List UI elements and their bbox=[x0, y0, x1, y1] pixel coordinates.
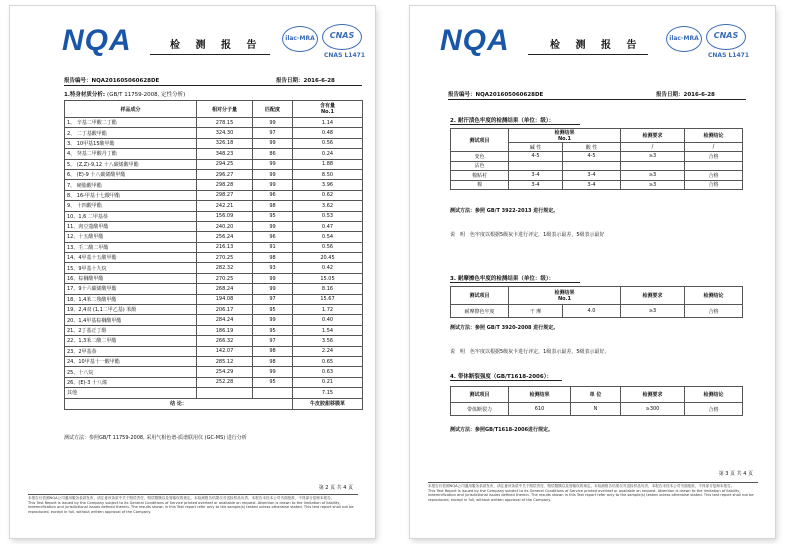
cell-match: 99 bbox=[253, 221, 293, 231]
sweat-fastness-table bbox=[450, 128, 743, 190]
cell-molecular-weight: 186.19 bbox=[197, 325, 253, 335]
cell-match: 95 bbox=[253, 211, 293, 221]
meta-underline bbox=[448, 99, 746, 100]
cell-component: 11、肉豆蔻酸甲酯 bbox=[65, 221, 197, 231]
section-1-title: 1.特身材质分析: (GB/T 11759-2008, 定性分析) bbox=[64, 92, 186, 98]
cell-match: 97 bbox=[253, 336, 293, 346]
cell-component: 16、棕榈酸甲酯 bbox=[65, 273, 197, 283]
cell-match: 95 bbox=[253, 377, 293, 387]
cell-component: 3、 10甲基15酸甲酯 bbox=[65, 138, 197, 148]
cell-content: 0.48 bbox=[293, 128, 363, 138]
test-method: 测试方法：参照GB/T 11759-2008, 采用气相色谱-质谱联用仪 (GC-MS) 进行分析 bbox=[64, 435, 247, 441]
sub-req-slash: / bbox=[621, 143, 685, 152]
cell-component: 19、2,4双 (1,1二甲乙基) 苯酚 bbox=[65, 305, 197, 315]
col-header-molecular-weight: 相对分子量 bbox=[197, 101, 253, 118]
cell-component: 18、1,4苯二羧酸甲酯 bbox=[65, 294, 197, 304]
table-row bbox=[65, 294, 363, 304]
cell-component: 21、2丁基正丁醇 bbox=[65, 325, 197, 335]
footer-text bbox=[428, 484, 758, 502]
cell-component: 7、 硬脂酸甲酯 bbox=[65, 180, 197, 190]
cell-conclusion: 合格 bbox=[685, 180, 743, 190]
col-header-unit: 单 位 bbox=[571, 387, 621, 403]
cell-component: 1、 辛基二甲酸二丁酯 bbox=[65, 118, 197, 128]
page-number: 第 2 页 共 4 页 bbox=[318, 485, 353, 491]
footer-en: This Test Report is issued by the Company subject to its General Conditions of Service printed overleaf or available on request. Attention is drawn to the limitation of liability, indemnification and jurisdictional issues defined therein. The results shown in this Test report refer only to the sample(s) tested unless otherwise stated. This test report shall not be reproduced, except in full, without written approval of the Company. bbox=[428, 488, 754, 502]
table-row bbox=[65, 128, 363, 138]
col-header-result: 检测结果 bbox=[509, 387, 571, 403]
cell-unit: N bbox=[571, 403, 621, 416]
cell-content: 0.53 bbox=[293, 211, 363, 221]
cell-component: 15、9甲基十九烷 bbox=[65, 263, 197, 273]
cell-component: 2、 二丁基酸甲酯 bbox=[65, 128, 197, 138]
col-header-requirement: 检测要求 bbox=[621, 387, 685, 403]
cnas-seal: CNAS bbox=[322, 24, 362, 50]
cell-molecular-weight: 298.28 bbox=[197, 180, 253, 190]
cell-component: 17、9十六碳烯酸甲酯 bbox=[65, 284, 197, 294]
cell-component: 其他 bbox=[65, 388, 197, 398]
cell-content: 0.42 bbox=[293, 263, 363, 273]
col-header-item: 测试项目 bbox=[451, 129, 509, 152]
report-no: 报告编号：NQA201605060628DE bbox=[64, 78, 160, 84]
table-row bbox=[65, 263, 363, 273]
cell-component: 9、 十四酸甲酯 bbox=[65, 201, 197, 211]
table-row bbox=[65, 356, 363, 366]
cell-content: 1.88 bbox=[293, 159, 363, 169]
cell-component: 8、 16-甲基十七酸甲酯 bbox=[65, 190, 197, 200]
cell-content: 0.21 bbox=[293, 377, 363, 387]
cell-molecular-weight: 348.23 bbox=[197, 149, 253, 159]
cnas-seal: CNAS bbox=[706, 24, 746, 50]
col-header-item: 测试项目 bbox=[451, 387, 509, 403]
cell-molecular-weight: 216.13 bbox=[197, 242, 253, 252]
cell-alkaline: 4-5 bbox=[509, 152, 563, 162]
title-underline bbox=[528, 54, 648, 55]
section-2-note: 说 明 色牢度以根据5级灰卡进行评定，1级表示最差，5级表示最好 bbox=[450, 232, 605, 238]
cell-content: 3.96 bbox=[293, 180, 363, 190]
footer-zh: 本报告仅依照NQA公司通用服务条款发布，请注意该条款中关于赔偿责任、赔偿限额以及管辖权的规定。本检测报告结果仅对送检样品负责，本报告未经本公司书面批准，不得部分复制本报告。 bbox=[28, 496, 335, 500]
col-header-result: 检测结果 No.1 bbox=[509, 287, 621, 305]
conclusion-value: 牛皮胶甜移膜革 bbox=[293, 398, 363, 409]
cell-conclusion: 合格 bbox=[685, 152, 743, 162]
cell-molecular-weight: 298.27 bbox=[197, 190, 253, 200]
cell-molecular-weight: 242.21 bbox=[197, 201, 253, 211]
conclusion-label: 结 论： bbox=[65, 398, 293, 409]
cell-match: 93 bbox=[253, 263, 293, 273]
table-row bbox=[65, 138, 363, 148]
cell-component: 26、(E)-3 十八烯 bbox=[65, 377, 197, 387]
rubbing-fastness-table bbox=[450, 286, 743, 318]
report-date: 报告日期：2016-6-28 bbox=[276, 78, 335, 84]
table-row bbox=[451, 161, 743, 171]
cell-match: 96 bbox=[253, 190, 293, 200]
cell-component: 24、10甲基十一酸甲酯 bbox=[65, 356, 197, 366]
table-row bbox=[451, 152, 743, 162]
cell-molecular-weight: 256.24 bbox=[197, 232, 253, 242]
report-no: 报告编号：NQA201605060628DE bbox=[448, 92, 544, 98]
cell-acid: 3-4 bbox=[563, 171, 621, 181]
footer-divider bbox=[28, 494, 358, 495]
report-title: 检 测 报 告 bbox=[170, 40, 263, 51]
footer-en: This Test Report is issued by the Company subject to its General Conditions of Service printed overleaf or available on request. Attention is drawn to the limitation of liability, indemnification and jurisdictional issues defined therein. The results shown in this Test report refer only to the sample(s) tested unless otherwise stated. This test report shall not be reproduced, except in full, without written approval of the Company. bbox=[28, 500, 354, 514]
table-row bbox=[65, 169, 363, 179]
table-row bbox=[65, 211, 363, 221]
section-2-underline bbox=[450, 124, 580, 125]
col-header-content: 含有量 No.1 bbox=[293, 101, 363, 118]
cell-component: 13、壬二酸二甲酯 bbox=[65, 242, 197, 252]
cell-match: 99 bbox=[253, 118, 293, 128]
cell-match: 99 bbox=[253, 159, 293, 169]
cell-content: 1.54 bbox=[293, 325, 363, 335]
cell-item: 棉贴衬 bbox=[451, 171, 509, 181]
cell-item: 耐摩擦色牢度 bbox=[451, 305, 509, 318]
col-header-match: 匹配度 bbox=[253, 101, 293, 118]
section-4-title: 4. 带体断裂强度（GB/T1618-2006）： bbox=[450, 374, 552, 380]
section-3-note: 说 明 色牢度以根据5级灰卡进行评定，1级表示最差，5级表示最好。 bbox=[450, 349, 610, 355]
ilac-mra-seal: ilac-MRA bbox=[282, 26, 318, 52]
cell-requirement: ≥300 bbox=[621, 403, 685, 416]
col-header-conclusion: 检测结论 bbox=[685, 287, 743, 305]
cell-molecular-weight: 142.07 bbox=[197, 346, 253, 356]
page-number: 第 3 页 共 4 页 bbox=[718, 471, 753, 477]
table-row bbox=[65, 315, 363, 325]
cell-match bbox=[253, 388, 293, 398]
cell-item: 棉 bbox=[451, 180, 509, 190]
table-row bbox=[65, 159, 363, 169]
report-date: 报告日期：2016-6-28 bbox=[656, 92, 715, 98]
cell-molecular-weight: 270.25 bbox=[197, 273, 253, 283]
cell-molecular-weight: 206.17 bbox=[197, 305, 253, 315]
cell-component: 4、 癸基二甲酸丹丁酯 bbox=[65, 149, 197, 159]
cell-content: 15.67 bbox=[293, 294, 363, 304]
cell-content: 0.24 bbox=[293, 149, 363, 159]
cell-molecular-weight: 156.09 bbox=[197, 211, 253, 221]
cell-acid: 3-4 bbox=[563, 180, 621, 190]
col-header-requirement: 检测要求 bbox=[621, 287, 685, 305]
sub-con-slash: / bbox=[685, 143, 743, 152]
table-row bbox=[65, 305, 363, 315]
title-underline bbox=[150, 54, 270, 55]
table-row bbox=[65, 149, 363, 159]
cell-match: 98 bbox=[253, 201, 293, 211]
cell-molecular-weight: 294.25 bbox=[197, 159, 253, 169]
cell-content: 7.15 bbox=[293, 388, 363, 398]
table-row bbox=[65, 190, 363, 200]
cell-item: 沾色 bbox=[451, 161, 509, 171]
cell-requirement: ≥3 bbox=[621, 180, 685, 190]
cell-match: 97 bbox=[253, 128, 293, 138]
cell-acid bbox=[563, 161, 621, 171]
cell-content: 20.45 bbox=[293, 253, 363, 263]
cell-match: 96 bbox=[253, 232, 293, 242]
cell-requirement: ≥3 bbox=[621, 305, 685, 318]
cell-alkaline: 3-4 bbox=[509, 171, 563, 181]
cell-match: 98 bbox=[253, 253, 293, 263]
cell-content: 0.62 bbox=[293, 190, 363, 200]
cell-content: 0.63 bbox=[293, 367, 363, 377]
cell-content: 0.54 bbox=[293, 232, 363, 242]
table-row bbox=[65, 221, 363, 231]
cell-match: 95 bbox=[253, 305, 293, 315]
cell-component: 25、十八烷 bbox=[65, 367, 197, 377]
footer-zh: 本报告仅依照NQA公司通用服务条款发布，请注意该条款中关于赔偿责任、赔偿限额以及管辖权的规定。本检测报告结果仅对送检样品负责，本报告未经本公司书面批准，不得部分复制本报告。 bbox=[428, 484, 735, 488]
footer-text bbox=[28, 496, 358, 514]
table-row bbox=[451, 180, 743, 190]
cell-content: 15.05 bbox=[293, 273, 363, 283]
cell-component: 10、1,6 二甲基萘 bbox=[65, 211, 197, 221]
footer-divider bbox=[428, 482, 758, 483]
section-3-method: 测试方法：参照 GB/T 3920-2008 进行规定。 bbox=[450, 325, 559, 331]
report-page-2 bbox=[10, 6, 375, 538]
cell-molecular-weight: 324.30 bbox=[197, 128, 253, 138]
cell-conclusion: 合格 bbox=[685, 171, 743, 181]
cell-content: 1.72 bbox=[293, 305, 363, 315]
section-3-title: 3. 耐摩擦色牢度的检测结果（单位：级）： bbox=[450, 276, 555, 282]
section-3-underline bbox=[450, 282, 580, 283]
table-row bbox=[65, 180, 363, 190]
sub-alkaline: 碱 性 bbox=[509, 143, 563, 152]
cell-content: 0.65 bbox=[293, 356, 363, 366]
cell-match: 99 bbox=[253, 169, 293, 179]
cell-molecular-weight: 296.27 bbox=[197, 169, 253, 179]
cell-content: 2.24 bbox=[293, 346, 363, 356]
col-header-item: 测试项目 bbox=[451, 287, 509, 305]
cell-match: 97 bbox=[253, 294, 293, 304]
table-row bbox=[65, 232, 363, 242]
table-row bbox=[65, 325, 363, 335]
cell-match: 99 bbox=[253, 138, 293, 148]
table-row bbox=[451, 171, 743, 181]
cell-component: 22、1,3苯二酸二甲酯 bbox=[65, 336, 197, 346]
col-header-component: 样品成分 bbox=[65, 101, 197, 118]
section-2-method: 测试方法：参照 GB/T 3922-2013 进行规定。 bbox=[450, 208, 559, 214]
col-header-requirement: 检测要求 bbox=[621, 129, 685, 143]
cell-molecular-weight: 282.32 bbox=[197, 263, 253, 273]
composition-table bbox=[64, 100, 363, 410]
cell-conclusion bbox=[685, 161, 743, 171]
ilac-mra-seal: ilac-MRA bbox=[666, 26, 702, 52]
cell-component: 20、1,4甲基棕榈酸甲酯 bbox=[65, 315, 197, 325]
cell-molecular-weight: 268.24 bbox=[197, 284, 253, 294]
cell-content: 0.40 bbox=[293, 315, 363, 325]
col-header-result: 检测结果 No.1 bbox=[509, 129, 621, 143]
cell-molecular-weight: 252.28 bbox=[197, 377, 253, 387]
cell-item: 变色 bbox=[451, 152, 509, 162]
cell-molecular-weight: 326.18 bbox=[197, 138, 253, 148]
cell-requirement: ≥3 bbox=[621, 171, 685, 181]
cnas-id: CNAS L1471 bbox=[708, 52, 750, 59]
cell-content: 0.47 bbox=[293, 221, 363, 231]
cell-content: 8.16 bbox=[293, 284, 363, 294]
cell-alkaline: 3-4 bbox=[509, 180, 563, 190]
table-row bbox=[65, 284, 363, 294]
section-4-underline bbox=[450, 380, 562, 381]
cell-component: 6、 (E)-9 十八碳烯酸甲酯 bbox=[65, 169, 197, 179]
cell-alkaline bbox=[509, 161, 563, 171]
cell-match: 86 bbox=[253, 149, 293, 159]
cnas-id: CNAS L1471 bbox=[324, 52, 366, 59]
table-row bbox=[65, 253, 363, 263]
section-2-title: 2. 耐汗渍色牢度的检测结果（单位：级）： bbox=[450, 118, 555, 124]
cell-match: 91 bbox=[253, 242, 293, 252]
cell-match: 99 bbox=[253, 284, 293, 294]
cell-molecular-weight: 240.20 bbox=[197, 221, 253, 231]
table-row bbox=[65, 118, 363, 128]
cell-molecular-weight: 270.25 bbox=[197, 253, 253, 263]
cell-molecular-weight: 194.08 bbox=[197, 294, 253, 304]
meta-underline bbox=[64, 85, 362, 86]
cell-content: 3.62 bbox=[293, 201, 363, 211]
cell-item: 带体断裂力 bbox=[451, 403, 509, 416]
cell-match: 99 bbox=[253, 367, 293, 377]
cell-result: 4.0 bbox=[563, 305, 621, 318]
cell-content: 1.14 bbox=[293, 118, 363, 128]
cell-content: 8.50 bbox=[293, 169, 363, 179]
cell-match: 98 bbox=[253, 356, 293, 366]
col-header-conclusion: 检测结论 bbox=[685, 387, 743, 403]
cell-content: 3.56 bbox=[293, 336, 363, 346]
sub-acid: 酸 性 bbox=[563, 143, 621, 152]
cell-match: 95 bbox=[253, 325, 293, 335]
table-row bbox=[65, 346, 363, 356]
cell-match: 99 bbox=[253, 273, 293, 283]
cell-content: 0.56 bbox=[293, 138, 363, 148]
cell-molecular-weight: 254.29 bbox=[197, 367, 253, 377]
cell-method: 干 摩 bbox=[509, 305, 563, 318]
section-4-method: 测试方法：参照GB/T1618-2006进行规定。 bbox=[450, 427, 554, 433]
cell-molecular-weight: 266.32 bbox=[197, 336, 253, 346]
table-row bbox=[65, 201, 363, 211]
cell-component: 5、 (Z,Z)-9,12 十八碳烯酸甲酯 bbox=[65, 159, 197, 169]
cell-molecular-weight bbox=[197, 388, 253, 398]
cell-requirement: ≥3 bbox=[621, 152, 685, 162]
nqa-logo: NQA bbox=[440, 24, 510, 57]
table-row bbox=[65, 336, 363, 346]
report-title: 检 测 报 告 bbox=[550, 40, 643, 51]
cell-conclusion: 合格 bbox=[685, 305, 743, 318]
cell-content: 0.56 bbox=[293, 242, 363, 252]
table-row bbox=[65, 242, 363, 252]
col-header-conclusion: 检测结论 bbox=[685, 129, 743, 143]
cell-conclusion: 合格 bbox=[685, 403, 743, 416]
tensile-strength-table bbox=[450, 386, 743, 416]
table-row bbox=[65, 377, 363, 387]
cell-molecular-weight: 284.24 bbox=[197, 315, 253, 325]
cell-component: 14、4甲基十五酸甲酯 bbox=[65, 253, 197, 263]
cell-molecular-weight: 285.12 bbox=[197, 356, 253, 366]
cell-acid: 4-5 bbox=[563, 152, 621, 162]
cell-result: 610 bbox=[509, 403, 571, 416]
table-row bbox=[65, 367, 363, 377]
nqa-logo: NQA bbox=[62, 24, 132, 57]
cell-requirement bbox=[621, 161, 685, 171]
cell-match: 99 bbox=[253, 315, 293, 325]
table-row bbox=[65, 273, 363, 283]
cell-component: 12、十五酸甲酯 bbox=[65, 232, 197, 242]
cell-component: 23、2甲基萘 bbox=[65, 346, 197, 356]
cell-match: 99 bbox=[253, 180, 293, 190]
cell-match: 98 bbox=[253, 346, 293, 356]
report-page-3 bbox=[410, 6, 775, 538]
table-row bbox=[65, 388, 363, 398]
cell-molecular-weight: 278.15 bbox=[197, 118, 253, 128]
